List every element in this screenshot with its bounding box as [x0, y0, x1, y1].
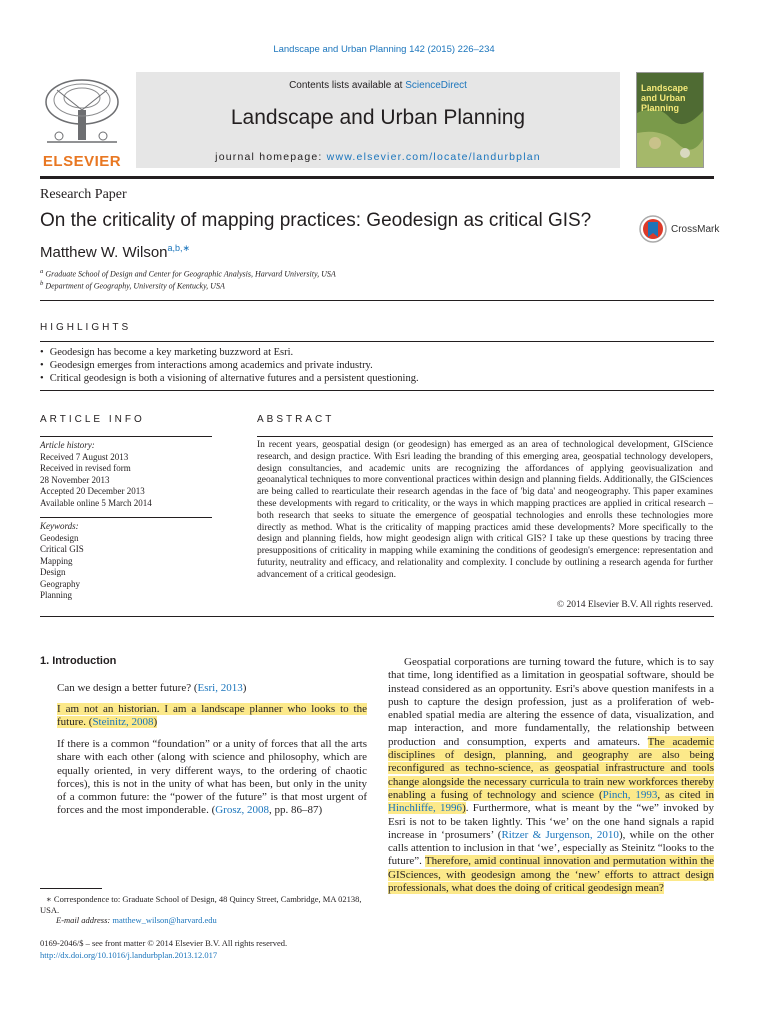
section-heading-introduction: 1. Introduction: [40, 655, 117, 667]
keyword: Critical GIS: [40, 544, 84, 554]
keyword: Geography: [40, 578, 80, 589]
homepage-link[interactable]: www.elsevier.com/locate/landurbplan: [326, 151, 541, 163]
crossmark-badge[interactable]: [638, 214, 719, 244]
affiliation-b: $^b$ Department of Geography, University of Kentucky, USA: [40, 280, 225, 291]
abstract-text: In recent years, geospatial design (or geodesign) has emerged as an area of technological development, GIScience research, and design practice. With Esri leading the branding of this emerging area, geospatial technology developers, design consultancies, and academic units are recognizing the affordances of applying geovisualization and geoanalytical techniques to more conventional practices within design and planning fields. Additionally, the GISciences are being called to rearticulate their research agendas in the face of 'big data' and neogeography. This paper examines these developments with regard to criticality, or the ways in which mapping practices are applied in critical research – both research that seeks to situate the emergence of geospatial technologies and enrolls these technologies more directly as method. What is the criticality of mapping practices amid these developments? More specifically to the design and planning fields, how might geodesign align with critical GIS? I take up these questions by tracing three presuppositions of criticality in mapping while examining the conditions of geodesign's emergence: representation and futurity, neutrality and efficacy, and relationality and complexity. I conclude by outlining a research agenda for further advancement of a critical geodesign.: [257, 440, 713, 580]
epigraph-steinitz: I am not an historian. I am a landscape planner who looks to the future. (Steinitz, 2008): [57, 703, 367, 729]
abstract-heading: ABSTRACT: [257, 414, 335, 425]
contents-line: Contents lists available at ScienceDirect: [289, 80, 467, 91]
highlight-item: • Geodesign has become a key marketing buzzword at Esri.: [40, 347, 293, 358]
author-affiliation-sup[interactable]: a,b,: [167, 243, 183, 253]
email-link[interactable]: matthew_wilson@harvard.edu: [112, 915, 217, 925]
author-line: Matthew W. Wilson$^{a,b,∗}$: [40, 243, 191, 261]
tree-icon: [37, 76, 127, 146]
front-matter-rule: [40, 616, 714, 617]
email-footnote: E-mail address: matthew_wilson@harvard.edu: [56, 915, 217, 925]
highlights-heading: HIGHLIGHTS: [40, 322, 132, 333]
journal-citation[interactable]: Landscape and Urban Planning 142 (2015) 226–234: [273, 44, 495, 55]
keywords-rule: [40, 517, 212, 518]
homepage-line: journal homepage: www.elsevier.com/locate/landurbplan: [215, 151, 541, 163]
corresponding-star[interactable]: ∗: [182, 243, 191, 253]
citation-link[interactable]: Hinchliffe, 1996: [388, 802, 463, 815]
keywords: Keywords: Geodesign Critical GIS Mapping Design Geography Planning: [40, 521, 212, 602]
keyword: Mapping: [40, 555, 73, 566]
cover-title: Landscape and Urban Planning: [641, 83, 689, 113]
correspondence-footnote: ∗ Correspondence to: Graduate School of Design, 48 Quincy Street, Cambridge, MA 02138, USA.: [40, 894, 362, 915]
citation-link[interactable]: Pinch, 1993: [602, 788, 658, 801]
crossmark-label: CrossMark: [671, 223, 720, 235]
abstract-copyright: © 2014 Elsevier B.V. All rights reserved.: [556, 600, 713, 610]
footnote-rule: [40, 888, 102, 889]
article-history: Article history: Received 7 August 2013 Received in revised form 28 November 2013 Accepted 20 December 2013 Available online 5 March 2014: [40, 440, 152, 508]
highlight-item: • Critical geodesign is both a visioning of alternative futures and a persistent questioning.: [40, 373, 419, 384]
citation-link[interactable]: Grosz, 2008: [215, 804, 270, 817]
elsevier-wordmark: ELSEVIER: [42, 153, 122, 170]
keyword: Design: [40, 567, 66, 577]
highlights-bottom-rule: [40, 390, 714, 391]
article-info-heading: ARTICLE INFO: [40, 414, 145, 425]
citation-link[interactable]: Steinitz, 2008: [92, 716, 154, 729]
article-info-rule: [40, 436, 212, 437]
journal-title: Landscape and Urban Planning: [230, 106, 526, 129]
crossmark-icon: [638, 214, 668, 244]
keyword: Geodesign: [40, 532, 79, 543]
elsevier-logo: [37, 76, 127, 170]
intro-paragraph: Geospatial corporations are turning toward the future, which is to say that time, long identified as a limitation in geospatial software, should be instead considered as an opportunity. Esri's above question manifests in a push to capture the design profession, just as a proliferation of web-enabled spatial media are altering the essence of data, visualization, and map interaction, and more fundamentally, the relationship between production and consumption, experts and amateurs. The academic disciplines of design, planning, and geography are also being reconfigured as techno-science, as geospatial infrastructure and tools change alongside the necessary curricula to train new workforces thereby enabling a fusing of technology and science (Pinch, 1993, as cited in Hinchliffe, 1996). Furthermore, what is meant by the “we” invoked by Esri is not to be taken lightly. This ‘we’ on the one hand signals a rapid increase in ‘prosumers’ (Ritzer & Jurgenson, 2010), while on the other calls attention to inclusion in that ‘we’, especially as Steinitz “looks to the future”. Therefore, amid continual innovation and permutation within the GISciences, with geodesign among the ‘new’ efforts to attract design professionals, what does the doing of critical geodesign mean?: [388, 656, 714, 895]
citation-link[interactable]: Ritzer & Jurgenson, 2010: [501, 828, 619, 841]
citation-link[interactable]: Esri, 2013: [197, 682, 243, 694]
epigraph-grosz: If there is a common “foundation” or a unity of forces that all the arts share with each other (along with science and philosophy, which are equally oriented, in very different ways, to the ordering of chaotic forces), this is not in the unity of what has been, but only in the unity of a common future: the “power of the future” is that most urgent of forces and the most imponderable. (Grosz, 2008, pp. 86–87): [57, 738, 367, 817]
article-type: Research Paper: [40, 187, 127, 202]
doi-link[interactable]: http://dx.doi.org/10.1016/j.landurbplan.2013.12.017: [40, 950, 218, 960]
keyword: Planning: [40, 590, 73, 600]
highlight-item: • Geodesign emerges from interactions among academics and private industry.: [40, 360, 373, 371]
issn-line: 0169-2046/$ – see front matter © 2014 Elsevier B.V. All rights reserved.: [40, 938, 288, 948]
epigraph-esri: Can we design a better future? (Esri, 2013): [57, 682, 247, 694]
abstract-rule: [257, 436, 713, 437]
divider: [40, 300, 714, 301]
highlights-top-rule: [40, 341, 714, 342]
article-title: On the criticality of mapping practices: Geodesign as critical GIS?: [40, 210, 592, 231]
affiliation-a: $^a$ Graduate School of Design and Center for Geographic Analysis, Harvard University, USA: [40, 268, 336, 279]
header-rule: [40, 176, 714, 179]
journal-cover: [636, 72, 704, 168]
sciencedirect-link[interactable]: ScienceDirect: [405, 80, 467, 91]
